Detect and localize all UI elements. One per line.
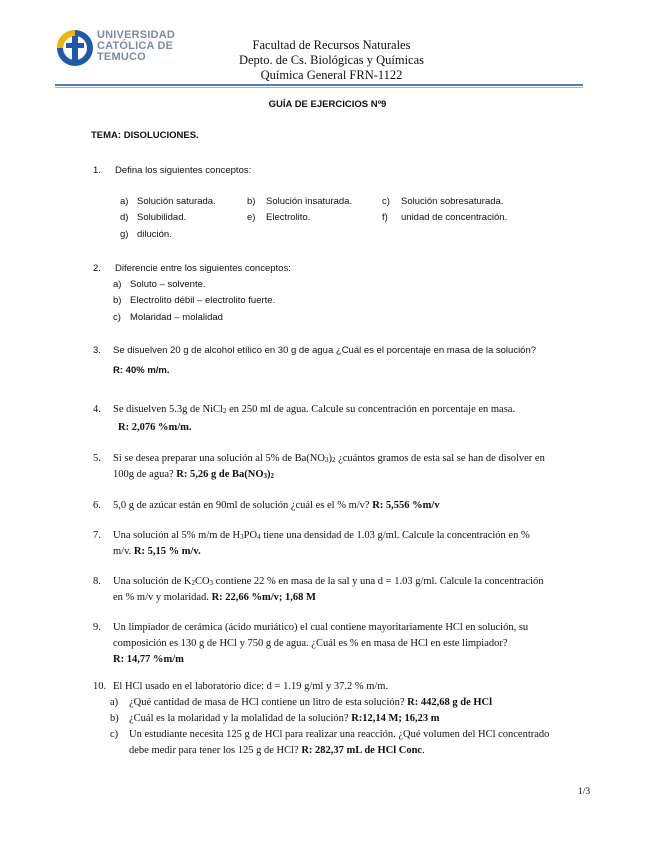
question-10a-text: ¿Qué cantidad de masa de HCl contiene un litro de esta solución? R: 442,68 g de HCl [129,697,493,708]
question-6-text: 5,0 g de azúcar están en 90ml de solución ¿cuál es el % m/v? R: 5,556 %m/v [113,500,440,511]
list-item-text: Electrolito débil – electrolito fuerte. [130,295,276,306]
list-item: a) [120,196,129,207]
question-1: 1. [93,165,101,176]
question-6: 6. [93,500,101,511]
list-item: e) [247,212,256,223]
question-2-text: Diferencie entre los siguientes conceptos: [115,263,291,274]
list-item: d) [120,212,129,223]
list-item-text: Solución insaturada. [266,196,353,207]
list-item: a) [113,279,122,290]
question-10c-text: Un estudiante necesita 125 g de HCl para realizar una reacción. ¿Qué volumen del HCl concentrado debe medir para tener los 125 g de HCl? R: 282,37 mL de HCl Conc. [129,729,550,756]
list-item-text: Solución saturada. [137,196,216,207]
question-4-answer: R: 2,076 %m/m. [118,422,192,433]
question-5: 5. [93,453,101,464]
header-rule-thin [55,87,583,88]
list-item-text: Solución sobresaturada. [401,196,504,207]
list-item: c) [110,729,119,740]
question-8: 8. [93,576,101,587]
list-item: c) [113,312,121,323]
course: Química General FRN-1122 [260,68,403,82]
header-rule [55,84,583,86]
question-10-text: El HCl usado en el laboratorio dice: d = 1.19 g/ml y 37.2 % m/m. [113,681,389,692]
list-item: c) [382,196,390,207]
question-9: 9. [93,622,101,633]
list-item: a) [110,697,119,708]
list-item: b) [247,196,256,207]
topic: TEMA: DISOLUCIONES. [91,130,199,141]
university-name: UNIVERSIDAD CATÓLICA DE TEMUCO [97,29,175,63]
page-number: 1/3 [578,787,591,797]
question-4: 4. [93,404,101,415]
question-9-text: Un limpiador de cerámica (ácido muriático) el cual contiene mayoritariamente HCl en solución, su composición es 130 g de HCl y 750 g de agua. ¿Cuál es % en masa de HCl en este limpiador? R: 14,77 %m/m [113,622,529,665]
list-item-text: dilución. [137,229,172,240]
question-10: 10. [93,681,107,692]
question-3: 3. [93,345,101,356]
list-item: f) [382,212,388,223]
list-item-text: Solubilidad. [137,212,187,223]
list-item: g) [120,229,129,240]
question-1-text: Defina los siguientes conceptos: [115,165,252,176]
header-info [0,38,655,83]
department: Depto. de Cs. Biológicas y Químicas [238,53,425,67]
question-10b-text: ¿Cuál es la molaridad y la molalidad de la solución? R:12,14 M; 16,23 m [129,713,440,724]
question-7-text: Una solución al 5% m/m de $H_3PO_4$ tiene una densidad de 1.03 g/ml. Calcule la concentración en % m/v. R: 5,15 % m/v. [113,530,530,557]
list-item-text: Electrolito. [266,212,311,223]
question-2: 2. [93,263,101,274]
question-3-text: Se disuelven 20 g de alcohol etílico en 30 g de agua ¿Cuál es el porcentaje en masa de la solución? [113,345,537,356]
list-item-text: Soluto – solvente. [130,279,206,290]
list-item-text: Molaridad – molalidad [130,312,223,323]
question-8-text: Una solución de $K_2CO_3$ contiene 22 % en masa de la sal y una d = 1.03 g/ml. Calcule la concentración en % m/v y molaridad. R: 22,66 %m/v; 1,68 M [113,576,544,603]
question-4-text: Se disuelven 5.3g de NiCl$_2$ en 250 ml de agua. Calcule su concentración en porcentaje en masa. [113,404,516,415]
list-item: b) [110,713,119,724]
faculty: Facultad de Recursos Naturales [252,38,411,52]
question-3-answer: R: 40% m/m. [113,365,170,376]
question-5-text: Si se desea preparar una solución al 5% de $Ba(NO_3)_2$ ¿cuántos gramos de esta sal se han de disolver en 100g de agua? R: 5,26 g de $Ba(NO_3)_2$ [113,453,545,480]
question-7: 7. [93,530,101,541]
list-item: b) [113,295,122,306]
list-item-text: unidad de concentración. [401,212,508,223]
page-title: GUÍA DE EJERCICIOS Nº9 [268,99,387,110]
